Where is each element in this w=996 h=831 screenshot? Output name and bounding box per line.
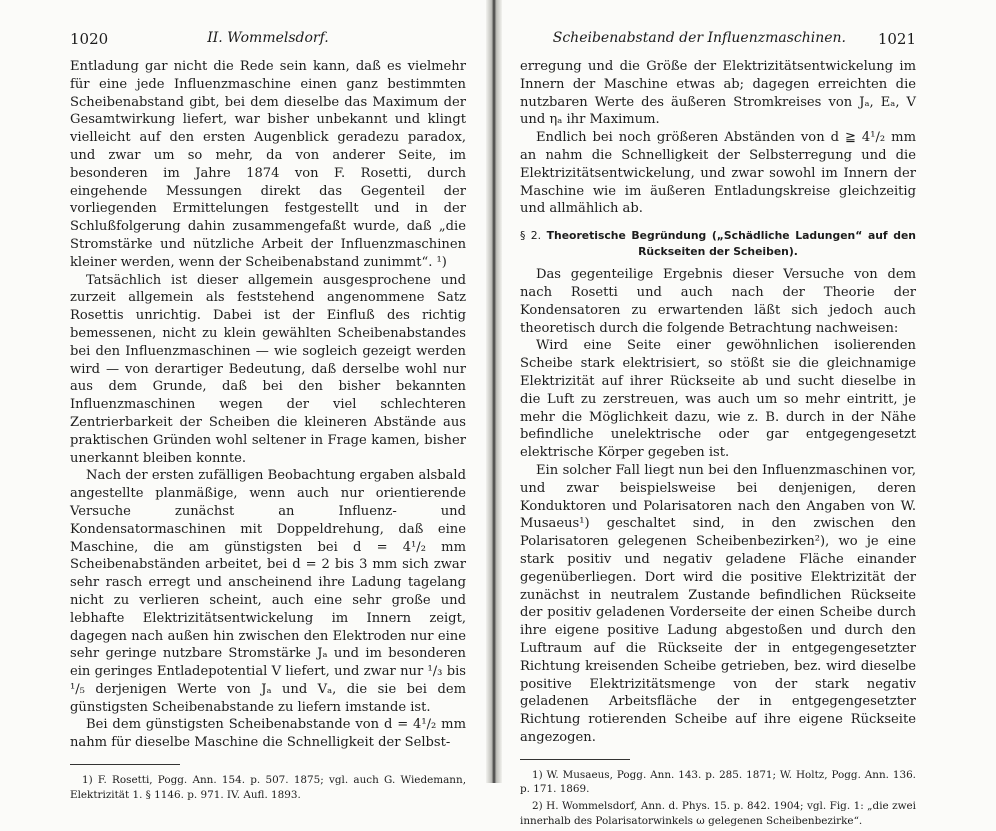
right-paragraph-3: Das gegenteilige Ergebnis dieser Versuche von dem nach Rosetti und auch nach der Theorie der Kondensatoren zu erwartenden läßt sich jedoch auch theoretisch durch die folgende Betrachtung nachweisen: [520, 267, 916, 336]
right-running-title: Scheibenabstand der Influenzmaschinen. [552, 30, 846, 46]
left-body-text [70, 58, 466, 752]
right-paragraph-5: Ein solcher Fall liegt nun bei den Influenzmaschinen vor, und zwar beispielsweise bei denjenigen, deren Konduktoren und Polarisatoren nach den Angaben von W. Musaeus¹) geschaltet sind, in den zwischen den Polarisatoren gelegenen Scheibenbezirken²), wo je eine stark positiv und negativ geladene Fläche einander gegenüberliegen. Dort wird die positive Elektrizität der zunächst in neutralem Zustande befindlichen Rückseite der positiv geladenen Vorderseite der einen Scheibe durch ihre eigene positive Ladung abgestoßen und durch den Luftraum auf die Rückseite der in entgegengesetzter Richtung kreisenden Scheibe getrieben, bez. wird dieselbe positive Elektrizitätsmenge von der stark negativ geladenen Arbeitsfläche der in entgegengesetzter Richtung rotierenden Scheibe auf ihre eigene Rückseite angezogen. [520, 462, 916, 745]
right-footnote-divider [520, 759, 630, 760]
left-running-title: II. Wommelsdorf. [207, 30, 329, 46]
left-page [70, 0, 466, 805]
right-page-number: 1021 [877, 30, 916, 48]
left-paragraph-3: Nach der ersten zufälligen Beobachtung ergaben alsbald angestellte planmäßige, wenn auch nur orientierende Versuche zunächst an Influenz- und Kondensatormaschinen mit Doppeldrehung, daß eine Maschine, die am günstigsten bei d = 4¹/₂ mm Scheibenabständen arbeitet, bei d = 2 bis 3 mm sich zwar sehr rasch erregt und anscheinend ihre Ladung tagelang nicht zu verlieren scheint, auch eine sehr große und lebhafte Elektrizitätsentwickelung im Innern zeigt, dagegen nach außen hin zwischen den Elektroden nur eine sehr geringe nutzbare Stromstärke Jₐ und im besonderen ein geringes Entladepotential V liefert, und zwar nur ¹/₃ bis ¹/₅ derjenigen Werte von Jₐ und Vₐ, die sie bei dem günstigsten Scheibenabstande zu liefern imstande ist. [70, 468, 466, 715]
left-paragraph-1: Entladung gar nicht die Rede sein kann, daß es vielmehr für eine jede Influenzmaschine einen ganz bestimmten Scheibenabstand gibt, bei dem dieselbe das Maximum der Gesamtwirkung liefert, war bisher unbekannt und klingt vielleicht auf den ersten Augenblick geradezu paradox, und zwar um so mehr, da von anderer Seite, im besonderen im Jahre 1874 von F. Rosetti, durch eingehende Messungen direkt das Gegenteil der vorliegenden Ermittelungen festgestellt und in der Schlußfolgerung dahin zusammengefaßt wurde, daß „die Stromstärke und nützliche Arbeit der Influenzmaschinen kleiner werden, wenn der Scheibenabstand zunimmt“. ¹) [70, 59, 466, 270]
right-page [520, 0, 916, 831]
right-paragraph-4: Wird eine Seite einer gewöhnlichen isolierenden Scheibe stark elektrisiert, so stößt sie die gleichnamige Elektrizität auf ihrer Rückseite ab und sucht dieselbe in die Luft zu zerstreuen, was auch um so mehr eintritt, je mehr die Möglichkeit dazu, wie z. B. durch in der Nähe befindliche unelektrische oder gar entgegengesetzt elektrische Körper gegeben ist. [520, 338, 916, 461]
section-number: § 2. [520, 229, 542, 243]
book-gutter [486, 0, 502, 783]
right-running-head [520, 30, 916, 58]
right-footnote-1: 1) W. Musaeus, Pogg. Ann. 143. p. 285. 1871; W. Holtz, Pogg. Ann. 136. p. 171. 1869. [520, 768, 916, 796]
left-footnote-1: 1) F. Rosetti, Pogg. Ann. 154. p. 507. 1875; vgl. auch G. Wiedemann, Elektrizität 1. § 1146. p. 971. IV. Aufl. 1893. [70, 774, 466, 801]
right-paragraph-1: erregung und die Größe der Elektrizitätsentwickelung im Innern der Maschine etwas ab; dagegen erreichten die nutzbaren Werte des äußeren Stromkreises von Jₐ, Eₐ, V und ηₐ ihr Maximum. [520, 59, 916, 128]
left-footnotes [70, 773, 466, 803]
left-running-head [70, 30, 466, 58]
left-footnote-divider [70, 764, 180, 765]
right-footnote-2: 2) H. Wommelsdorf, Ann. d. Phys. 15. p. 842. 1904; vgl. Fig. 1: „die zwei innerhalb des Polarisatorwinkels ω gelegenen Scheibenbezirke“. [520, 800, 916, 828]
section-heading [520, 228, 916, 260]
right-body-text [520, 58, 916, 747]
left-paragraph-2: Tatsächlich ist dieser allgemein ausgesprochene und zurzeit allgemein als feststehend angenommene Satz Rosettis unrichtig. Dabei ist der Einfluß des richtig bemessenen, nicht zu klein gewählten Scheibenabstandes bei den Influenzmaschinen — wie sogleich gezeigt werden wird — von derartiger Bedeutung, daß derselbe wohl nur aus dem Grunde, daß bei den bisher bekannten Influenzmaschinen wegen der viel schlechteren Zentrierbarkeit der Scheiben die kleineren Abstände aus praktischen Gründen wohl seltener in Frage kamen, bisher unerkannt bleiben konnte. [70, 272, 466, 466]
section-title: Theoretische Begründung („Schädliche Ladungen“ auf den Rückseiten der Scheiben). [546, 229, 916, 259]
right-paragraph-2: Endlich bei noch größeren Abständen von d ≧ 4¹/₂ mm an nahm die Schnelligkeit der Selbsterregung und die Elektrizitätsentwickelung, und zwar sowohl im Innern der Maschine wie im äußeren Entladungskreise gleichzeitig und allmählich ab. [520, 130, 916, 217]
left-page-number: 1020 [70, 30, 109, 48]
right-footnotes [520, 768, 916, 829]
left-paragraph-4: Bei dem günstigsten Scheibenabstande von d = 4¹/₂ mm nahm für dieselbe Maschine die Schnelligkeit der Selbst- [70, 717, 466, 751]
